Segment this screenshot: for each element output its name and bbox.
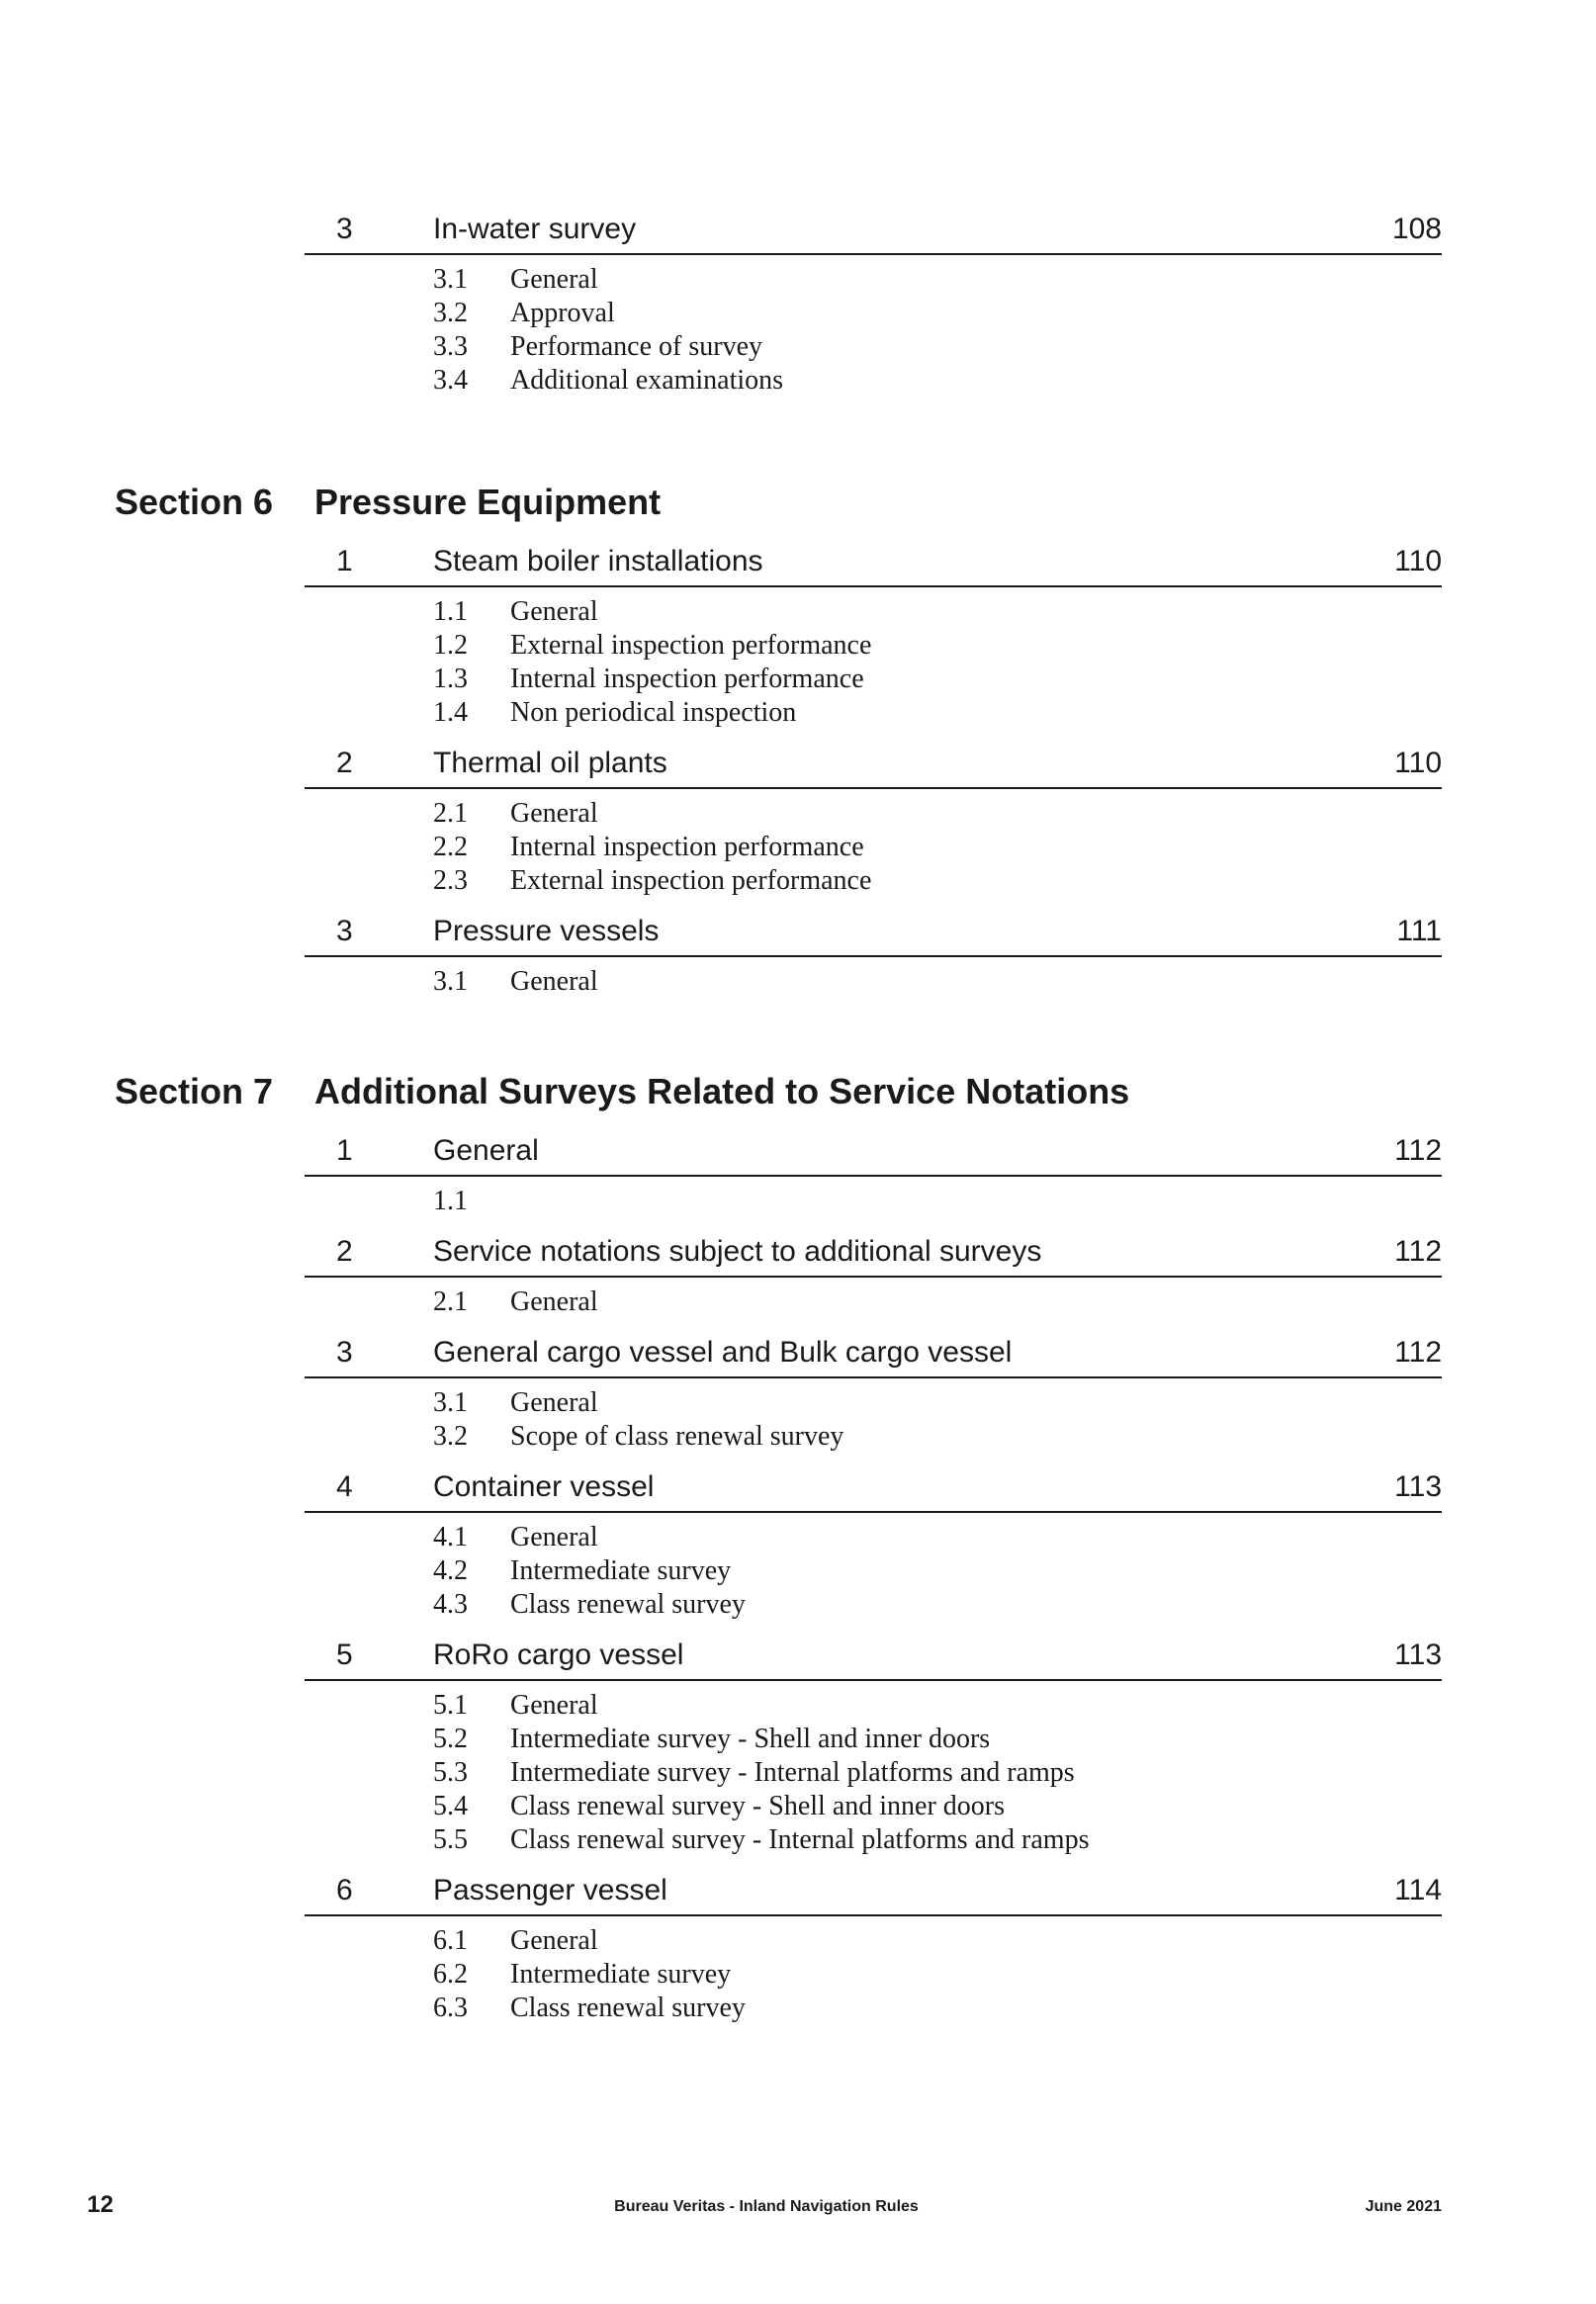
subsection-title: Class renewal survey — [510, 1589, 746, 1620]
section-heading — [0, 1068, 1596, 1115]
article-number: 3 — [336, 213, 353, 245]
toc-subsection[interactable] — [305, 1554, 1442, 1588]
subsection-number: 3.3 — [433, 331, 468, 362]
toc-article[interactable] — [305, 538, 1442, 587]
section-6-articles — [305, 538, 1442, 1009]
article-title: Passenger vessel — [433, 1874, 667, 1906]
toc-subsection[interactable] — [305, 629, 1442, 663]
subsection-number: 5.3 — [433, 1757, 468, 1788]
section-7-articles — [305, 1127, 1442, 2035]
subsection-title: Scope of class renewal survey — [510, 1421, 844, 1452]
toc-subsection[interactable] — [305, 831, 1442, 864]
subsection-title: Internal inspection performance — [510, 832, 864, 862]
toc-subsection[interactable] — [305, 1823, 1442, 1857]
article-number: 6 — [336, 1874, 353, 1906]
subsection-title: Performance of survey — [510, 331, 763, 362]
subsection-number: 2.1 — [433, 1286, 468, 1317]
subsection-title: Additional examinations — [510, 365, 784, 396]
subsection-title: External inspection performance — [510, 865, 872, 896]
article-page: 113 — [1394, 1639, 1442, 1671]
toc-subsection[interactable] — [305, 1185, 1442, 1218]
toc-article[interactable] — [305, 1463, 1442, 1513]
subsection-title: Internal inspection performance — [510, 664, 864, 694]
subsection-title: External inspection performance — [510, 630, 872, 661]
subsection-title: General — [510, 596, 598, 627]
article-subsections — [305, 1378, 1442, 1463]
subsection-number: 5.1 — [433, 1690, 468, 1721]
article-subsections — [305, 1681, 1442, 1867]
toc-subsection[interactable] — [305, 663, 1442, 696]
toc-subsection[interactable] — [305, 1723, 1442, 1756]
subsection-number: 2.1 — [433, 798, 468, 829]
article-page: 112 — [1394, 1336, 1442, 1369]
article-subsections — [305, 1278, 1442, 1329]
toc-subsection[interactable] — [305, 1285, 1442, 1319]
subsection-title: Class renewal survey - Internal platforms and ramps — [510, 1824, 1090, 1855]
toc-subsection[interactable] — [305, 1588, 1442, 1622]
article-page: 113 — [1394, 1470, 1442, 1503]
section-title: Additional Surveys Related to Service Notations — [314, 1071, 1130, 1111]
toc-subsection[interactable] — [305, 1756, 1442, 1790]
subsection-title: General — [510, 1690, 598, 1721]
subsection-number: 5.2 — [433, 1724, 468, 1754]
subsection-title: Class renewal survey — [510, 1993, 746, 2023]
article-title: Container vessel — [433, 1470, 655, 1503]
toc-subsection[interactable] — [305, 965, 1442, 999]
footer-page-number: 12 — [87, 2191, 114, 2218]
article-number: 5 — [336, 1639, 353, 1671]
article-subsections — [305, 1513, 1442, 1632]
subsection-title: Class renewal survey - Shell and inner doors — [510, 1791, 1005, 1821]
subsection-title: Intermediate survey - Shell and inner doors — [510, 1724, 991, 1754]
article-title: RoRo cargo vessel — [433, 1639, 684, 1671]
article-number: 1 — [336, 545, 353, 577]
toc-subsection[interactable] — [305, 864, 1442, 898]
toc-subsection[interactable] — [305, 797, 1442, 831]
footer-publication: Bureau Veritas - Inland Navigation Rules — [614, 2198, 919, 2215]
toc-subsection[interactable] — [305, 1386, 1442, 1420]
toc-subsection[interactable] — [305, 1958, 1442, 1992]
toc-article[interactable] — [305, 206, 1442, 255]
footer-date: June 2021 — [1365, 2198, 1442, 2215]
toc-subsection[interactable] — [305, 364, 1442, 398]
subsection-number: 6.1 — [433, 1925, 468, 1956]
toc-subsection[interactable] — [305, 696, 1442, 730]
toc-subsection[interactable] — [305, 1924, 1442, 1958]
article-number: 3 — [336, 1336, 353, 1369]
subsection-title: General — [510, 798, 598, 829]
section-heading — [0, 479, 1596, 526]
subsection-title: Intermediate survey — [510, 1555, 732, 1586]
article-page: 110 — [1394, 747, 1442, 779]
section-title: Pressure Equipment — [314, 482, 662, 522]
article-number: 2 — [336, 747, 353, 779]
subsection-title: General — [510, 1522, 598, 1552]
subsection-number: 3.1 — [433, 1387, 468, 1418]
toc-article[interactable] — [305, 1228, 1442, 1278]
subsection-number: 1.4 — [433, 697, 468, 728]
subsection-number: 1.1 — [433, 596, 468, 627]
subsection-number: 6.3 — [433, 1993, 468, 2023]
subsection-number: 2.2 — [433, 832, 468, 862]
article-number: 1 — [336, 1134, 353, 1167]
subsection-title: General — [510, 1925, 598, 1956]
article-page: 108 — [1391, 213, 1442, 245]
toc-article[interactable] — [305, 1632, 1442, 1681]
subsection-number: 6.2 — [433, 1959, 468, 1990]
article-page: 114 — [1394, 1874, 1442, 1906]
toc-subsection[interactable] — [305, 297, 1442, 330]
toc-subsection[interactable] — [305, 1689, 1442, 1723]
subsection-number: 5.5 — [433, 1824, 468, 1855]
article-title: General — [433, 1134, 539, 1167]
toc-subsection[interactable] — [305, 1992, 1442, 2025]
subsection-title: General — [510, 1387, 598, 1418]
toc-subsection[interactable] — [305, 595, 1442, 629]
article-subsections — [305, 255, 1442, 407]
subsection-number: 3.4 — [433, 365, 468, 396]
article-number: 4 — [336, 1470, 353, 1503]
article-subsections — [305, 1916, 1442, 2035]
subsection-number: 3.2 — [433, 298, 468, 328]
article-title: Thermal oil plants — [433, 747, 667, 779]
toc-subsection[interactable] — [305, 1521, 1442, 1554]
section-label: Section 6 — [115, 482, 274, 522]
subsection-number: 5.4 — [433, 1791, 468, 1821]
toc-subsection[interactable] — [305, 1790, 1442, 1823]
article-page: 112 — [1394, 1134, 1442, 1167]
article-number: 3 — [336, 915, 353, 947]
article-number: 2 — [336, 1235, 353, 1268]
article-page: 110 — [1394, 545, 1442, 577]
toc-subsection[interactable] — [305, 330, 1442, 364]
toc-article[interactable] — [305, 740, 1442, 789]
toc-article[interactable] — [305, 1329, 1442, 1378]
toc-article[interactable] — [305, 1127, 1442, 1177]
article-subsections — [305, 957, 1442, 1009]
subsection-number: 1.1 — [433, 1186, 468, 1216]
article-title: Pressure vessels — [433, 915, 660, 947]
toc-article[interactable] — [305, 1867, 1442, 1916]
toc-subsection[interactable] — [305, 1420, 1442, 1454]
article-page: 112 — [1394, 1235, 1442, 1268]
toc-subsection[interactable] — [305, 263, 1442, 297]
subsection-number: 3.1 — [433, 264, 468, 295]
subsection-number: 4.1 — [433, 1522, 468, 1552]
subsection-title: General — [510, 264, 598, 295]
article-subsections — [305, 789, 1442, 908]
article-title: Steam boiler installations — [433, 545, 763, 577]
subsection-number: 1.3 — [433, 664, 468, 694]
article-title: General cargo vessel and Bulk cargo vessel — [433, 1336, 1013, 1369]
article-title: Service notations subject to additional surveys — [433, 1235, 1042, 1268]
subsection-number: 4.2 — [433, 1555, 468, 1586]
subsection-title: Non periodical inspection — [510, 697, 797, 728]
subsection-number: 3.2 — [433, 1421, 468, 1452]
subsection-number: 2.3 — [433, 865, 468, 896]
subsection-number: 4.3 — [433, 1589, 468, 1620]
section-label: Section 7 — [115, 1071, 274, 1111]
toc-article[interactable] — [305, 908, 1442, 957]
subsection-title: General — [510, 1286, 598, 1317]
article-page: 111 — [1396, 915, 1442, 947]
subsection-title: Intermediate survey - Internal platforms and ramps — [510, 1757, 1075, 1788]
article-title: In-water survey — [433, 213, 637, 245]
subsection-title: Intermediate survey — [510, 1959, 732, 1990]
subsection-number: 1.2 — [433, 630, 468, 661]
article-subsections — [305, 587, 1442, 740]
article-subsections — [305, 1177, 1442, 1228]
subsection-title: Approval — [510, 298, 615, 328]
subsection-number: 3.1 — [433, 966, 468, 997]
toc-top-block — [305, 206, 1442, 407]
subsection-title: General — [510, 966, 598, 997]
